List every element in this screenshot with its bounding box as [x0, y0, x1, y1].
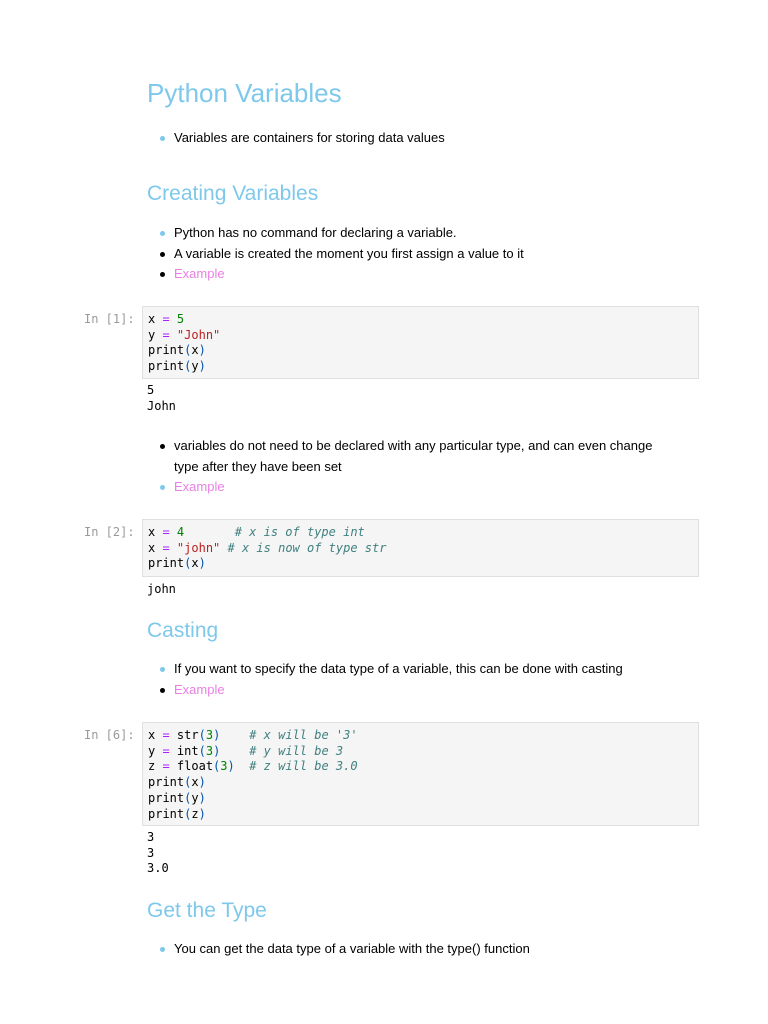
cell-output: 5 John — [147, 383, 176, 413]
list-item — [160, 477, 680, 498]
bullet-icon — [160, 667, 165, 672]
type-list — [160, 939, 680, 960]
section-heading-creating-variables: Creating Variables — [147, 182, 319, 205]
code-block: x = 5 y = "John" print(x) print(y) — [148, 312, 221, 374]
bullet-icon — [160, 485, 165, 490]
code-cell[interactable] — [142, 519, 699, 577]
list-item: If you want to specify the data type of a variable, this can be done with casting — [160, 659, 680, 680]
bullet-icon — [160, 272, 165, 277]
cell-output: john — [147, 582, 176, 596]
section-heading-get-the-type: Get the Type — [147, 899, 267, 922]
list-item — [160, 264, 680, 285]
cell-output: 3 3 3.0 — [147, 830, 169, 876]
casting-list — [160, 659, 680, 700]
section-heading-casting: Casting — [147, 619, 219, 642]
code-cell[interactable] — [142, 722, 699, 826]
creating-list — [160, 223, 680, 285]
page-title: Python Variables — [147, 78, 342, 108]
bullet-icon — [160, 231, 165, 236]
typing-list — [160, 436, 680, 498]
list-item: You can get the data type of a variable with the type() function — [160, 939, 680, 960]
bullet-icon — [160, 688, 165, 693]
cell-prompt: In [1]: — [84, 312, 135, 326]
list-item: Variables are containers for storing data values — [160, 128, 680, 149]
bullet-icon — [160, 444, 165, 449]
bullet-icon — [160, 252, 165, 257]
bullet-icon — [160, 947, 165, 952]
code-block: x = str(3) # x will be '3' y = int(3) # y will be 3 z = float(3) # z will be 3.0 print(x) print(y) print(z) — [148, 728, 358, 821]
variables-list — [160, 128, 680, 149]
example-link[interactable]: Example — [174, 479, 225, 494]
list-item — [160, 680, 680, 701]
bullet-icon — [160, 136, 165, 141]
list-item: A variable is created the moment you first assign a value to it — [160, 244, 680, 265]
code-cell[interactable] — [142, 306, 699, 379]
code-block: x = 4 # x is of type int x = "john" # x is now of type str print(x) — [148, 525, 387, 571]
cell-prompt: In [2]: — [84, 525, 135, 539]
list-item: variables do not need to be declared with any particular type, and can even change type after they have been set — [160, 436, 680, 477]
example-link[interactable]: Example — [174, 681, 225, 697]
cell-prompt: In [6]: — [84, 728, 135, 742]
example-link[interactable]: Example — [174, 266, 225, 281]
list-item: Python has no command for declaring a variable. — [160, 223, 680, 244]
